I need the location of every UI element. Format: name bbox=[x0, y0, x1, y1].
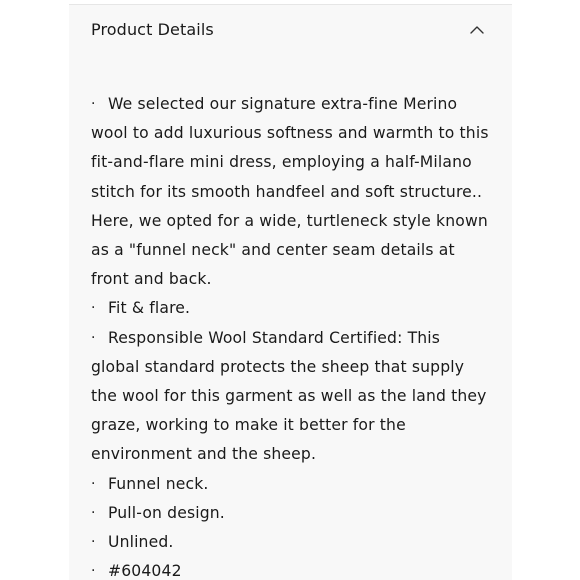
bullet-icon: · bbox=[91, 475, 96, 492]
list-item bbox=[91, 470, 491, 499]
list-item bbox=[91, 294, 491, 323]
bullet-icon: · bbox=[91, 96, 96, 112]
product-details-accordion-toggle[interactable] bbox=[69, 5, 512, 57]
bullet-icon: · bbox=[91, 534, 96, 551]
list-item-text: Unlined. bbox=[108, 533, 174, 552]
list-item bbox=[91, 528, 491, 557]
list-item bbox=[91, 557, 491, 580]
accordion-title: Product Details bbox=[91, 20, 214, 39]
list-item bbox=[91, 499, 491, 528]
list-item-text: Responsible Wool Standard Certified: This global standard protects the sheep that supply the wool for this garment as well as the land they graze, working to make it better for the environment and the sheep. bbox=[91, 328, 487, 464]
product-details-panel bbox=[69, 4, 512, 580]
list-item-text: Fit & flare. bbox=[108, 299, 191, 318]
list-item-text: We selected our signature extra-fine Merino wool to add luxurious softness and warmth to this fit-and-flare mini dress, employing a half-Milano stitch for its smooth handfeel and soft structure.. Here, we opted for a wide, turtleneck style known as a "funnel neck" and center seam details at front and back. bbox=[91, 95, 489, 289]
list-item bbox=[91, 90, 491, 294]
list-item-text: Funnel neck. bbox=[108, 474, 209, 493]
bullet-icon: · bbox=[91, 300, 96, 317]
list-item bbox=[91, 324, 491, 470]
bullet-icon: · bbox=[91, 329, 96, 346]
bullet-icon: · bbox=[91, 504, 96, 521]
list-item-text: #604042 bbox=[108, 562, 182, 580]
bullet-icon: · bbox=[91, 563, 96, 580]
product-details-list bbox=[91, 90, 491, 580]
chevron-up-icon[interactable] bbox=[469, 24, 485, 36]
list-item-text: Pull-on design. bbox=[108, 503, 225, 522]
